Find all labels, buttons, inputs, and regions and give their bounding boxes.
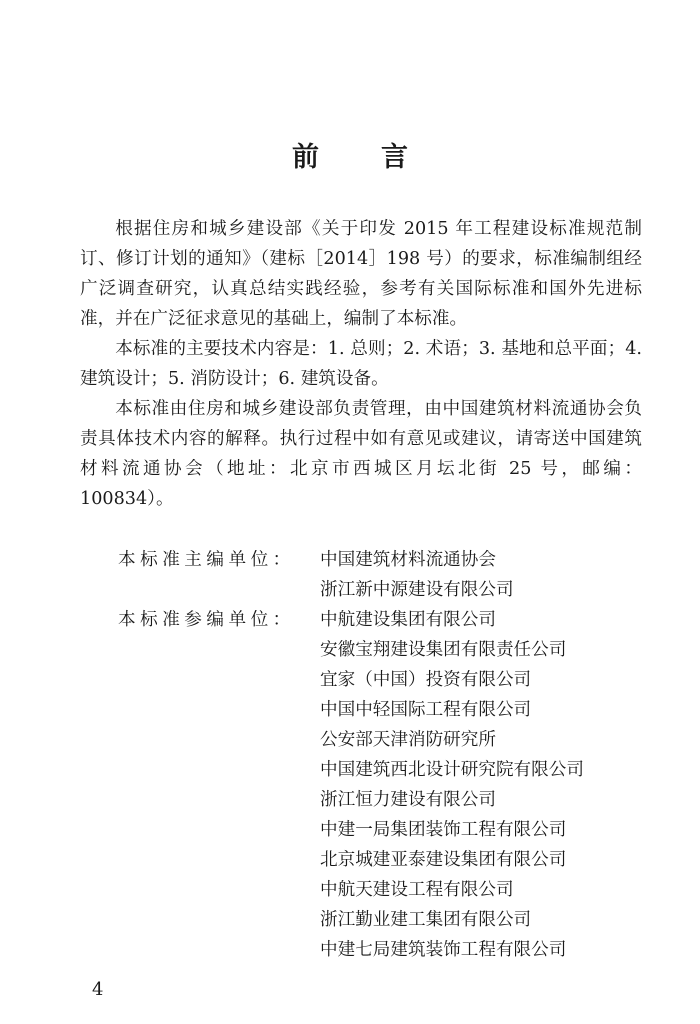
list-item: 中航建设集团有限公司	[320, 610, 496, 630]
list-item: 浙江新中源建设有限公司	[320, 580, 514, 600]
list-item: 浙江勤业建工集团有限公司	[320, 910, 532, 930]
editor-units	[80, 545, 660, 965]
preface-body	[80, 214, 642, 514]
list-item: 北京城建亚泰建设集团有限公司	[320, 850, 567, 870]
page-number: 4	[92, 979, 104, 1000]
participating-editor-label: 本标准参编单位：	[118, 610, 295, 630]
paragraph-technical-content: 本标准的主要技术内容是：1. 总则；2. 术语；3. 基地和总平面；4. 建筑设计；5. 消防设计；6. 建筑设备。	[80, 339, 642, 389]
list-item: 公安部天津消防研究所	[320, 730, 496, 750]
participating-editor-group	[80, 605, 660, 965]
chief-editor-list	[320, 545, 660, 605]
list-item: 中国建筑材料流通协会	[320, 550, 496, 570]
list-item: 宜家（中国）投资有限公司	[320, 670, 532, 690]
list-item: 中建一局集团装饰工程有限公司	[320, 820, 567, 840]
list-item: 浙江恒力建设有限公司	[320, 790, 496, 810]
participating-editor-list	[320, 605, 660, 965]
list-item: 安徽宝翔建设集团有限责任公司	[320, 640, 567, 660]
paragraph-management: 本标准由住房和城乡建设部负责管理，由中国建筑材料流通协会负责具体技术内容的解释。执行过程中如有意见或建议，请寄送中国建筑材料流通协会（地址：北京市西城区月坛北街 25 号，邮编：100834）。	[80, 399, 642, 509]
paragraph-basis: 根据住房和城乡建设部《关于印发 2015 年工程建设标准规范制订、修订计划的通知》（建标［2014］198 号）的要求，标准编制组经广泛调查研究，认真总结实践经验，参考有关国际标准和国外先进标准，并在广泛征求意见的基础上，编制了本标准。	[80, 219, 642, 329]
list-item: 中航天建设工程有限公司	[320, 880, 514, 900]
chief-editor-label: 本标准主编单位：	[118, 550, 295, 570]
chief-editor-group	[80, 545, 660, 605]
page-title: 前言	[292, 142, 470, 173]
list-item: 中国中轻国际工程有限公司	[320, 700, 532, 720]
list-item: 中建七局建筑装饰工程有限公司	[320, 940, 567, 960]
list-item: 中国建筑西北设计研究院有限公司	[320, 760, 584, 780]
